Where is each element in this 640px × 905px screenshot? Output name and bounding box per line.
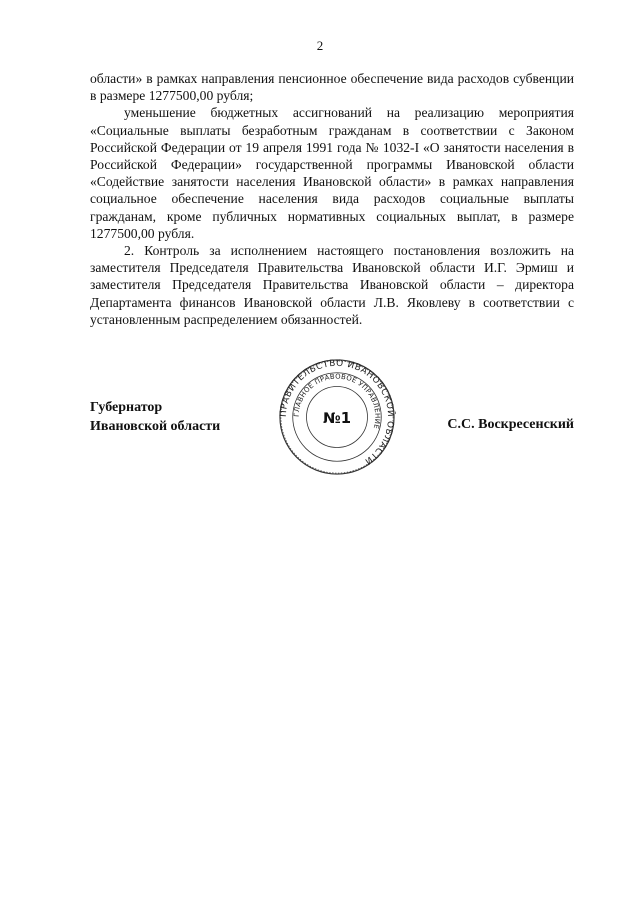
signatory-name: С.С. Воскресенский [447,417,574,432]
paragraph-3: 2. Контроль за исполнением настоящего постановления возложить на заместителя Председателя Правительства Ивановской области И.Г. Эрмиш и заместителя Председателя Правительства Ивановской области – директора Департамента финансов Ивановской области Л.В. Яковлеву в соответствии с установленным распределением обязанностей. [90,243,574,327]
signatory-title [90,398,220,436]
page-number: 2 [316,38,324,53]
paragraph-1: области» в рамках направления пенсионное обеспечение вида расходов субвенции в размере 1277500,00 рубля; [90,71,574,104]
official-seal [278,358,396,476]
paragraph-2: уменьшение бюджетных ассигнований на реализацию мероприятия «Социальные выплаты безработным гражданам в соответствии с Законом Российской Федерации от 19 апреля 1991 года № 1032-I «О занятости населения в Российской Федерации» государственной программы Ивановской области «Содействие занятости населения Ивановской области» в рамках направления социальное обеспечение населения вида расходов социальные выплаты гражданам, кроме публичных нормативных социальных выплат, в размере 1277500,00 рубля. [90,105,574,241]
seal-inner-text: ГЛАВНОЕ ПРАВОВОЕ УПРАВЛЕНИЕ [292,372,382,430]
signatory-title-line2: Ивановской области [90,419,221,434]
signatory-title-line1: Губернатор [90,400,163,415]
document-body [90,70,574,328]
seal-number: №1 [322,409,352,427]
seal-outer-text: ПРАВИТЕЛЬСТВО ИВАНОВСКОЙ ОБЛАСТИ [278,358,396,467]
